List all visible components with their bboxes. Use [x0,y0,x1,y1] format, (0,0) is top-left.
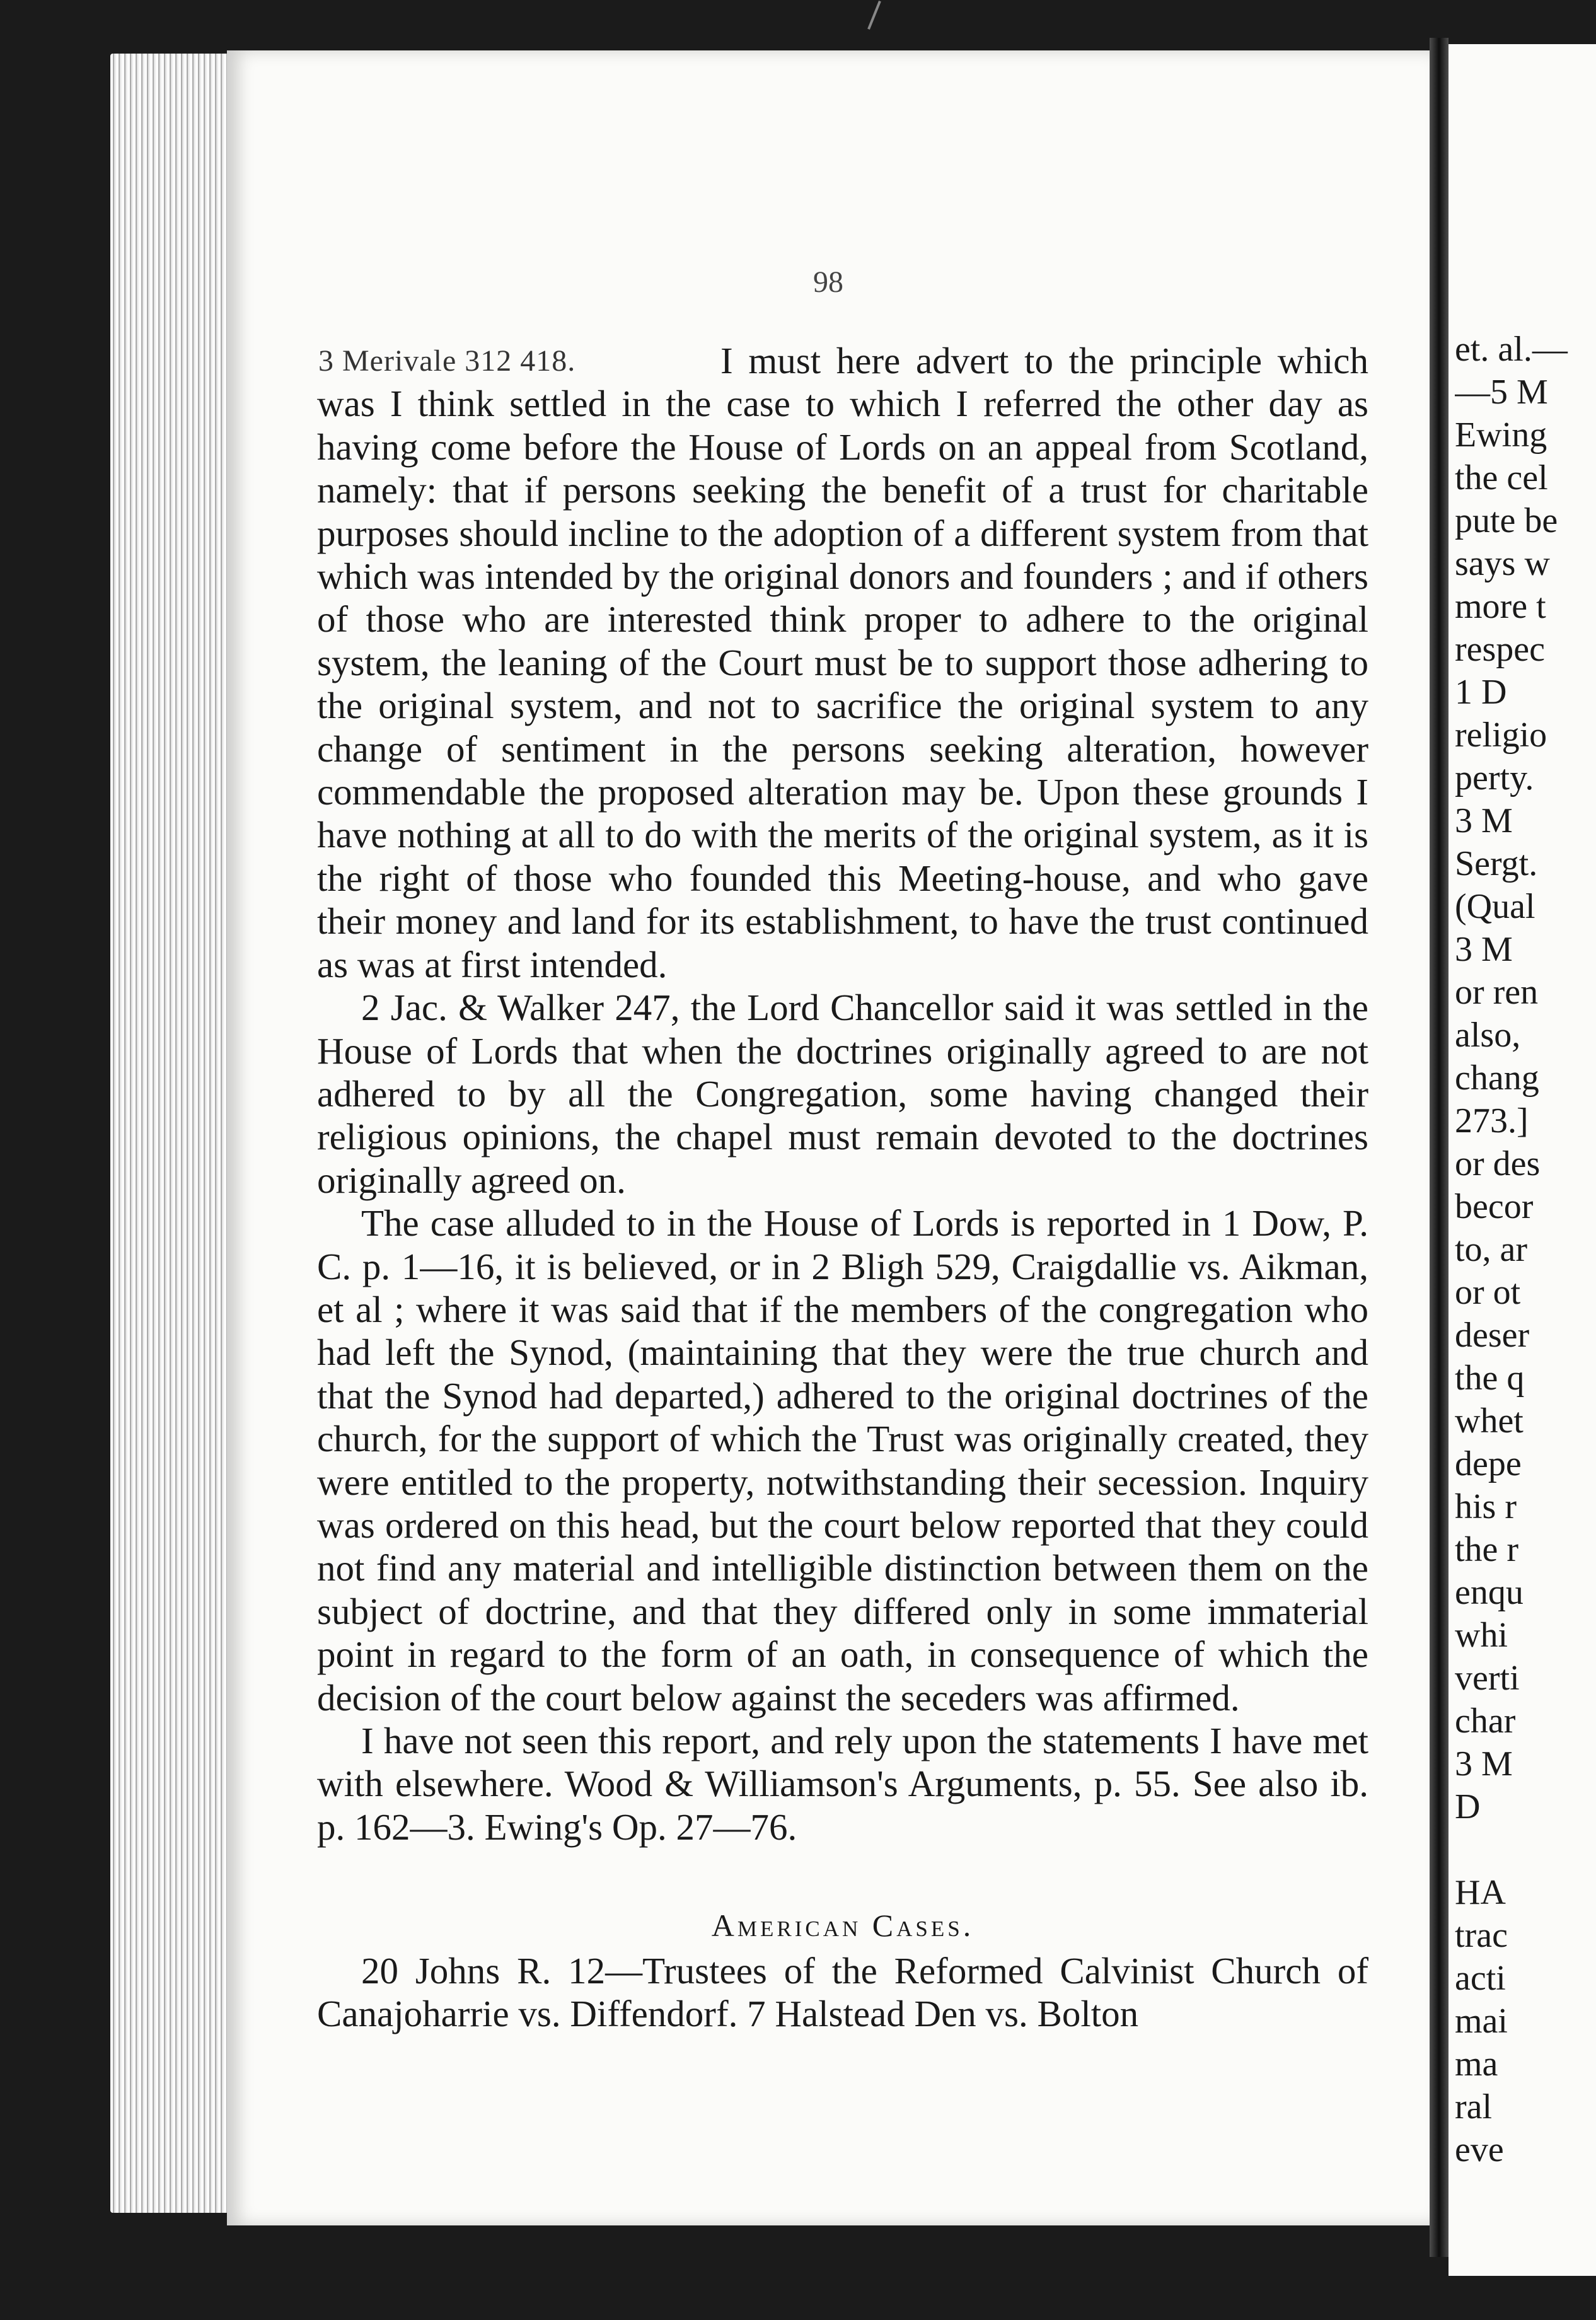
facing-page-line: et. al.— [1455,330,1568,369]
facing-page-line: depe [1455,1444,1522,1483]
facing-page-line: 1 D [1455,673,1507,712]
facing-page-line: D [1455,1787,1481,1826]
margin-citation: 3 Merivale 312 418. [318,344,576,378]
facing-page-line: whi [1455,1616,1508,1655]
body-text [317,339,1368,1848]
facing-page-line: to, ar [1455,1230,1528,1269]
facing-page-line: respec [1455,630,1546,669]
facing-page-line: Sergt. [1455,844,1538,883]
facing-page-line: pute be [1455,501,1558,540]
facing-page-line: the q [1455,1359,1525,1398]
facing-page-line: the r [1455,1530,1519,1569]
stray-mark [867,1,881,30]
facing-page-line [1455,1828,1596,1871]
facing-page-line: says w [1455,544,1550,583]
facing-page-line: chang [1455,1058,1539,1098]
page-number: 98 [813,265,843,299]
facing-page-line: more t [1455,587,1546,626]
facing-page-line: becor [1455,1187,1534,1226]
facing-page-line: 3 M [1455,801,1513,840]
facing-page-line: deser [1455,1316,1530,1355]
facing-page-line: also, [1455,1016,1521,1055]
facing-page-line: eve [1455,2130,1504,2169]
facing-page-line: Ewing [1455,415,1547,455]
paragraph: I must here advert to the principle which was I think settled in the case to which I referred the other day as having come before the House of Lords on an appeal from Scotland, namely: that if persons seeking the benefit of a trust for charitable purposes should incline to the adoption of a different system from that which was intended by the original donors and founders ; and if others of those who are interested think proper to adhere to the original system, the leaning of the Court must be to support those adhering to the original system, and not to sacrifice the original system to any change of sentiment in the persons seeking alteration, however commendable the proposed alteration may be. Upon these grounds I have nothing at all to do with the merits of the original system, as it is the right of those who founded this Meeting-house, and who gave their money and land for its establishment, to have the trust continued as was at first intended. [317,340,1368,985]
american-cases-text [317,1949,1368,2036]
facing-page-line: enqu [1455,1573,1524,1612]
facing-page-line: 3 M [1455,1744,1513,1784]
book-gutter [1430,38,1449,2257]
paragraph: 2 Jac. & Walker 247, the Lord Chancellor said it was settled in the House of Lords that when the doctrines originally agreed to are not adhered to by all the Congregation, some having changed their religious opinions, the chapel must remain devoted to the doctrines originally agreed on. [317,987,1368,1201]
facing-page-line: his r [1455,1487,1517,1526]
facing-page-line: char [1455,1702,1516,1741]
facing-page-line: acti [1455,1959,1506,1998]
facing-page-line: or ot [1455,1273,1521,1312]
facing-page-line: whet [1455,1401,1524,1441]
facing-page-line: mai [1455,2002,1508,2041]
facing-page-line: or ren [1455,973,1539,1012]
facing-page-line: 273.] [1455,1101,1529,1140]
facing-page-line: religio [1455,716,1547,755]
facing-page-line: (Qual [1455,887,1535,926]
facing-page-line: or des [1455,1144,1541,1183]
facing-page-line: verti [1455,1659,1520,1698]
paragraph: 20 Johns R. 12—Trustees of the Reformed Calvinist Church of Canajoharrie vs. Diffendorf. 7 Halstead Den vs. Bolton [317,1950,1368,2035]
facing-page-line: HA [1455,1873,1506,1912]
facing-page-line: the cel [1455,458,1548,497]
facing-page-line: —5 M [1455,373,1548,412]
paragraph: The case alluded to in the House of Lords is reported in 1 Dow, P. C. p. 1—16, it is believed, or in 2 Bligh 529, Craigdallie vs. Aikman, et al ; where it was said that if the members of the congregation who had left the Synod, (maintaining that they were the true church and that the Synod had departed,) adhered to the original doctrines of the church, for the support of which the Trust was originally created, they were entitled to the property, notwithstanding their secession. Inquiry was ordered on this head, but the court below reported that they could not find any material and intelligible distinction between them on the subject of doctrine, and that they differed only in some immaterial point in regard to the form of an oath, in consequence of which the decision of the court below against the seceders was affirmed. [317,1202,1368,1719]
facing-page-line: trac [1455,1916,1508,1955]
facing-page-line: 3 M [1455,930,1513,969]
facing-page-line: ral [1455,2087,1493,2126]
section-heading: American Cases. [711,1908,974,1943]
facing-page-line: perty. [1455,758,1534,798]
facing-page-line: ma [1455,2044,1498,2084]
book-page-edges [110,54,246,2213]
paragraph: I have not seen this report, and rely upon the statements I have met with elsewhere. Wood & Williamson's Arguments, p. 55. See also ib. p. 162—3. Ewing's Op. 27—76. [317,1720,1368,1848]
facing-page-text [1455,328,1596,2171]
